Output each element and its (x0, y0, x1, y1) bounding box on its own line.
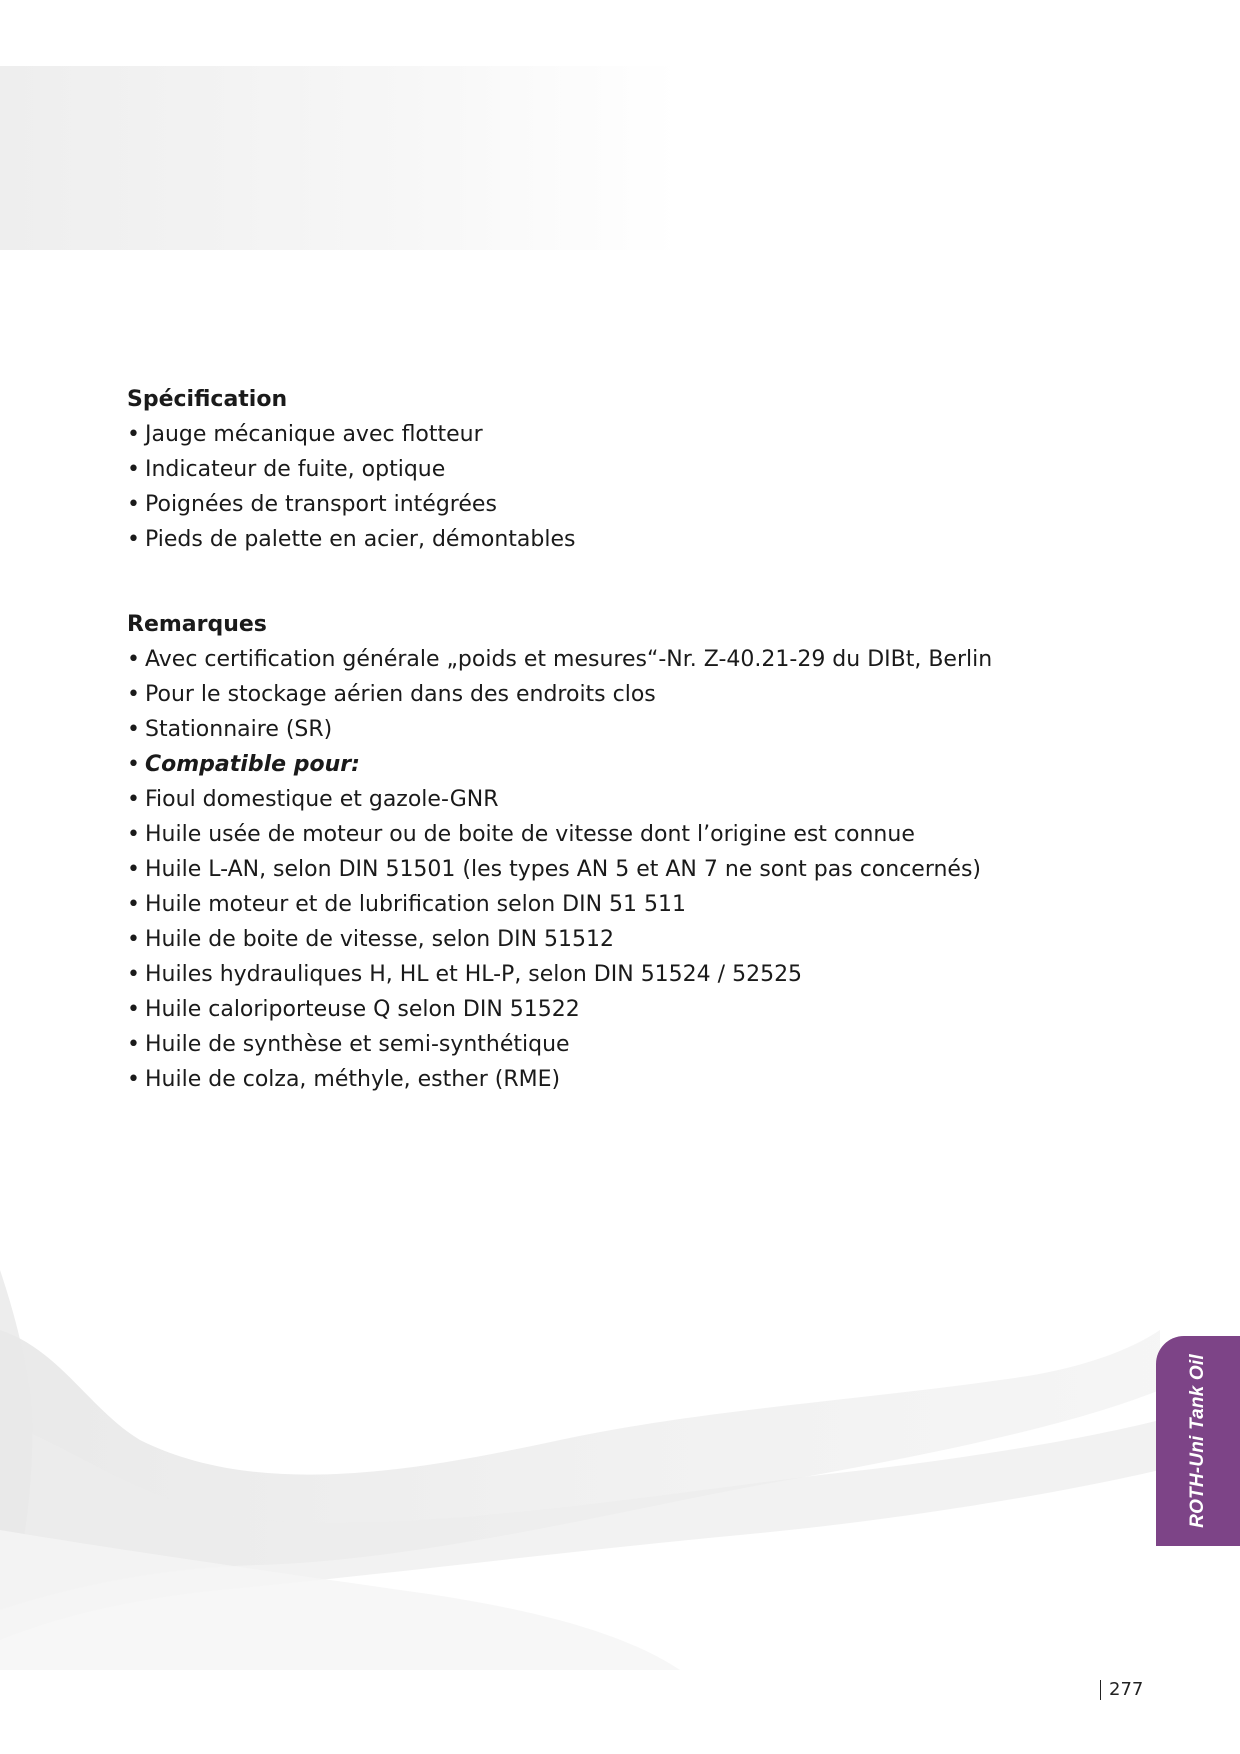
list-item: • Fioul domestique et gazole-GNR (127, 782, 1127, 817)
compatible-heading: • Compatible pour: (127, 747, 1127, 782)
bullet-icon: • (127, 647, 140, 672)
bullet-icon: • (127, 457, 140, 482)
remarks-list (127, 642, 1127, 747)
list-item: • Pieds de palette en acier, démontables (127, 522, 1127, 557)
bullet-icon: • (127, 892, 140, 917)
bullet-icon: • (127, 682, 140, 707)
list-item: • Jauge mécanique avec flotteur (127, 417, 1127, 452)
list-item: • Huile caloriporteuse Q selon DIN 51522 (127, 992, 1127, 1027)
bullet-icon: • (127, 857, 140, 882)
bullet-icon: • (127, 1067, 140, 1092)
bullet-icon: • (127, 962, 140, 987)
page-number: 277 (1100, 1680, 1143, 1700)
list-item: • Stationnaire (SR) (127, 712, 1127, 747)
header-fade-background (0, 66, 680, 250)
remarks-heading: Remarques (127, 612, 267, 637)
list-item: • Huile de boite de vitesse, selon DIN 51512 (127, 922, 1127, 957)
list-item: • Huile L-AN, selon DIN 51501 (les types AN 5 et AN 7 ne sont pas concernés) (127, 852, 1127, 887)
bullet-icon: • (127, 527, 140, 552)
bullet-icon: • (127, 492, 140, 517)
bullet-icon: • (127, 997, 140, 1022)
bullet-icon: • (127, 1032, 140, 1057)
list-item: • Poignées de transport intégrées (127, 487, 1127, 522)
spec-content (127, 382, 1127, 1097)
liquid-splash-image (0, 1270, 1240, 1670)
list-item: • Huile de colza, méthyle, esther (RME) (127, 1062, 1127, 1097)
specification-heading: Spécification (127, 387, 288, 412)
chapter-side-tab (1156, 1336, 1240, 1546)
list-item: • Indicateur de fuite, optique (127, 452, 1127, 487)
list-item: • Avec certification générale „poids et mesures“-Nr. Z-40.21-29 du DIBt, Berlin (127, 642, 1127, 677)
compatible-list (127, 747, 1127, 1097)
bullet-icon: • (127, 752, 140, 777)
list-item: • Huile de synthèse et semi-synthétique (127, 1027, 1127, 1062)
chapter-side-tab-label: ROTH-Uni Tank Oil (1187, 1354, 1208, 1528)
list-item: • Pour le stockage aérien dans des endroits clos (127, 677, 1127, 712)
bullet-icon: • (127, 717, 140, 742)
specification-list (127, 417, 1127, 557)
bullet-icon: • (127, 787, 140, 812)
bullet-icon: • (127, 422, 140, 447)
bullet-icon: • (127, 822, 140, 847)
list-item: • Huiles hydrauliques H, HL et HL-P, selon DIN 51524 / 52525 (127, 957, 1127, 992)
list-item: • Huile usée de moteur ou de boite de vitesse dont l’origine est connue (127, 817, 1127, 852)
list-item: • Huile moteur et de lubrification selon DIN 51 511 (127, 887, 1127, 922)
bullet-icon: • (127, 927, 140, 952)
